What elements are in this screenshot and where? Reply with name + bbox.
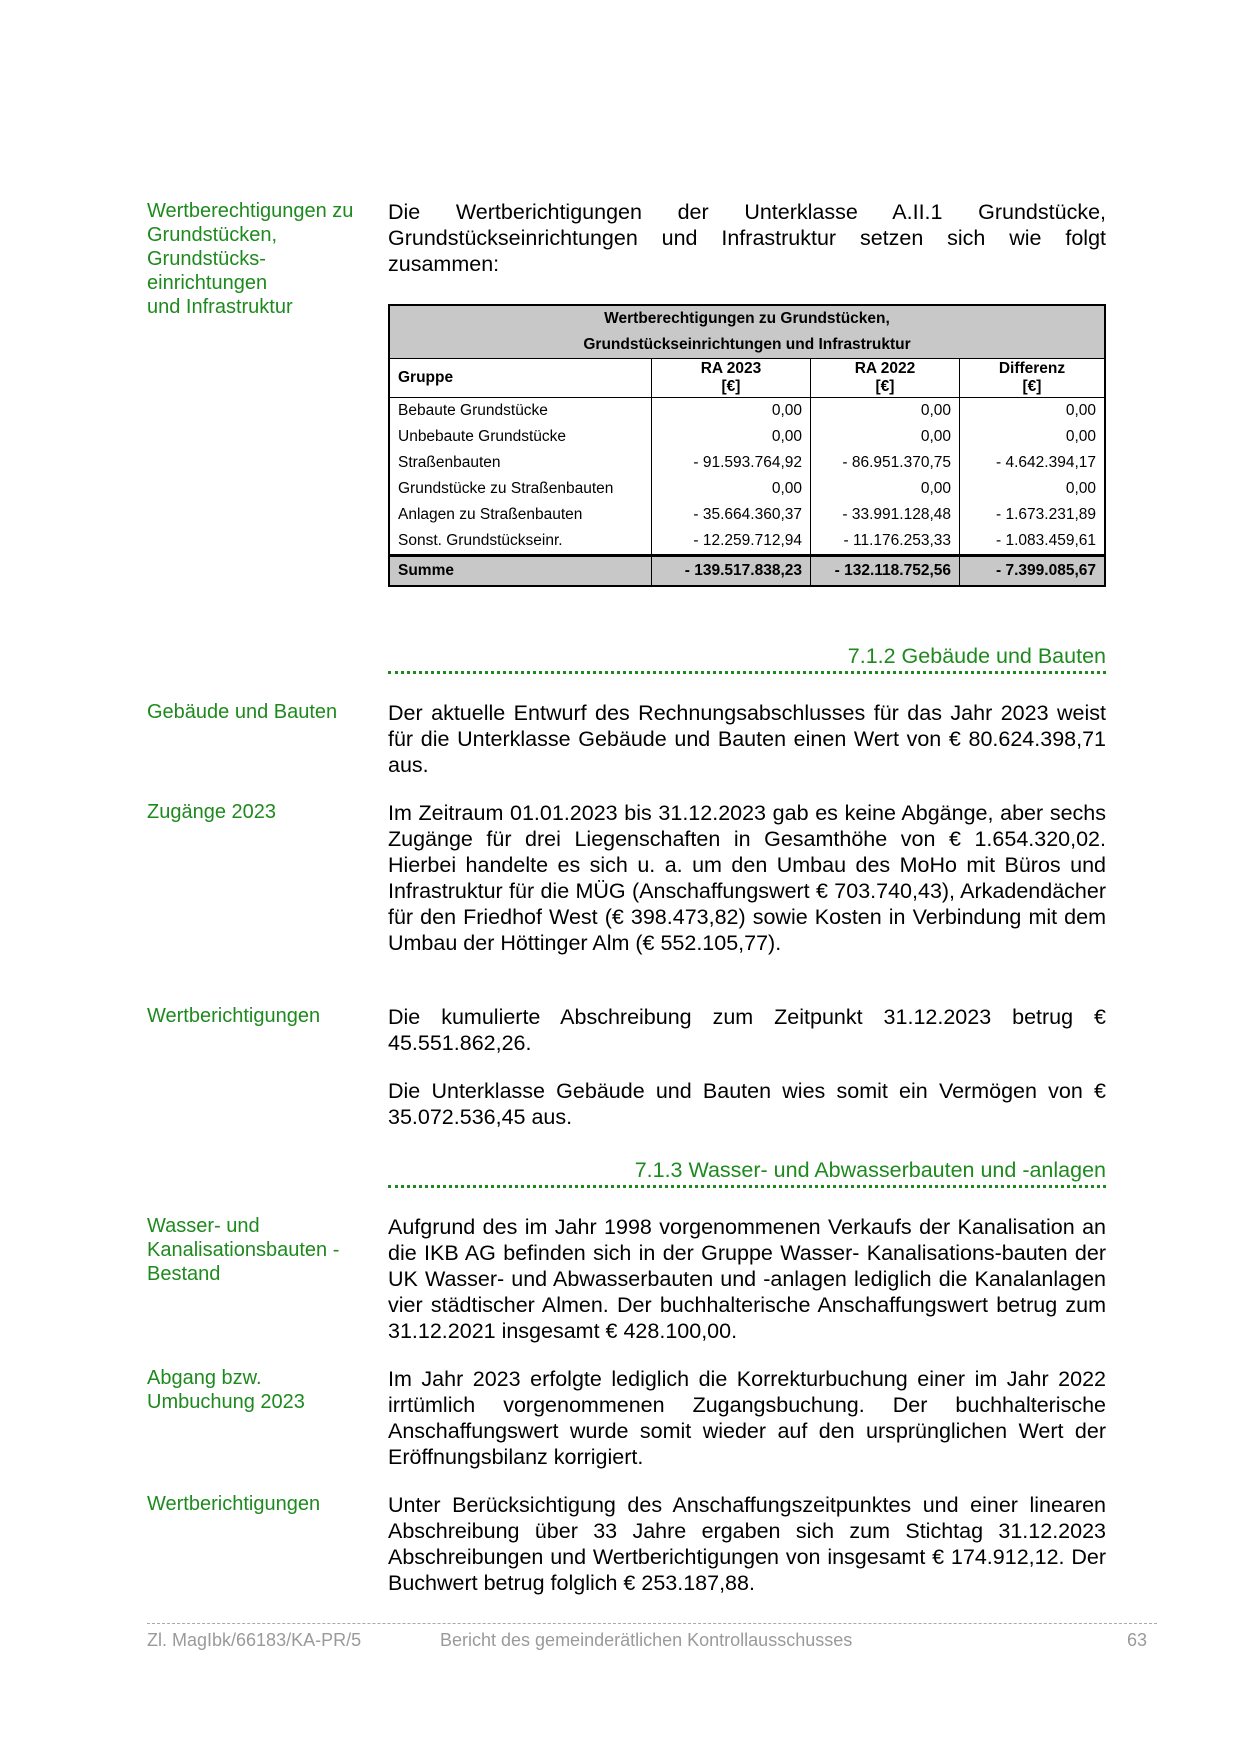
- paragraph-abschreibung: [388, 1004, 1106, 1056]
- side-label-line: Kanalisationsbauten -: [147, 1239, 340, 1261]
- table-header-row: [389, 359, 1105, 398]
- paragraph-text: Aufgrund des im Jahr 1998 vorgenommenen Verkaufs der Kanalisation an die IKB AG befinden sich in der Gruppe Wasser- Kanalisations-bauten der UK Wasser- und Abwasserbauten und -anlagen lediglich die Kanalanlagen vier städtischer Almen. Der buchhalterische Anschaffungswert betrug zum 31.12.2021 insgesamt € 428.100,00.: [388, 1215, 1106, 1343]
- paragraph-gebaeude-wert: [388, 700, 1106, 778]
- paragraph-kanalisation-bestand: [388, 1214, 1106, 1344]
- paragraph-buchwert: [388, 1492, 1106, 1596]
- column-header-unit: [€]: [875, 378, 895, 395]
- cell-ra2022: 0,00: [811, 476, 960, 502]
- cell-gruppe: Unbebaute Grundstücke: [398, 428, 567, 445]
- side-label-line: Bestand: [147, 1263, 221, 1285]
- sum-differenz: - 7.399.085,67: [960, 556, 1106, 587]
- cell-ra2023: 0,00: [652, 476, 811, 502]
- table-title-line: Grundstückseinrichtungen und Infrastruktur: [583, 336, 911, 353]
- page-number: 63: [1127, 1630, 1148, 1650]
- side-label-line: Wertberichtigungen: [147, 1493, 321, 1515]
- column-header-label: RA 2023: [700, 360, 762, 377]
- cell-gruppe: Bebaute Grundstücke: [398, 402, 548, 419]
- side-label: Zugänge 2023: [147, 801, 277, 823]
- table-row: [389, 424, 1105, 450]
- cell-ra2023: - 91.593.764,92: [652, 450, 811, 476]
- side-label: Gebäude und Bauten: [147, 701, 338, 723]
- cell-ra2022: 0,00: [811, 424, 960, 450]
- paragraph-text: Die Unterklasse Gebäude und Bauten wies somit ein Vermögen von € 35.072.536,45 aus.: [388, 1079, 1106, 1129]
- side-label-wertberichtigungen-grundstuecke: [147, 199, 372, 319]
- intro-text: Die Wertberichtigungen der Unterklasse A.II.1 Grundstücke, Grundstückseinrichtungen und Infrastruktur setzen sich wie folgt zusammen:: [388, 200, 1106, 276]
- paragraph-text: Die kumulierte Abschreibung zum Zeitpunkt 31.12.2023 betrug € 45.551.862,26.: [388, 1005, 1106, 1055]
- cell-gruppe: Straßenbauten: [398, 454, 501, 471]
- side-label-wasser-kanalisation: [147, 1214, 372, 1286]
- section-heading-712: 7.1.2 Gebäude und Bauten: [847, 644, 1106, 668]
- column-header-label: Differenz: [998, 360, 1066, 377]
- sum-ra2023: - 139.517.838,23: [652, 556, 811, 587]
- paragraph-vermoegen: [388, 1078, 1106, 1130]
- paragraph-zugaenge: [388, 800, 1106, 956]
- cell-differenz: 0,00: [960, 398, 1106, 425]
- paragraph-text: Im Jahr 2023 erfolgte lediglich die Korrekturbuchung einer im Jahr 2022 irrtümlich vorgenommenen Zugangsbuchung. Der buchhalterische Anschaffungswert wurde somit wieder auf den ursprünglichen Wert der Eröffnungsbilanz korrigiert.: [388, 1367, 1106, 1469]
- cell-differenz: 0,00: [960, 424, 1106, 450]
- table-row: [389, 502, 1105, 528]
- footer-divider: [147, 1623, 1157, 1624]
- side-label-line: Wertberechtigungen zu: [147, 200, 354, 222]
- side-label-abgang-umbuchung: [147, 1366, 372, 1414]
- cell-ra2023: 0,00: [652, 398, 811, 425]
- side-label-line: Umbuchung 2023: [147, 1391, 305, 1413]
- cell-ra2022: 0,00: [811, 398, 960, 425]
- side-label-wertberichtigungen: [147, 1492, 372, 1516]
- cell-differenz: 0,00: [960, 476, 1106, 502]
- sum-ra2022: - 132.118.752,56: [811, 556, 960, 587]
- heading-underline: [388, 671, 1106, 674]
- intro-paragraph: [388, 199, 1106, 277]
- paragraph-text: Im Zeitraum 01.01.2023 bis 31.12.2023 gab es keine Abgänge, aber sechs Zugänge für drei Liegenschaften in Gesamthöhe von € 1.654.320,02. Hierbei handelte es sich u. a. um den Umbau des MoHo mit Büros und Infrastruktur für die MÜG (Anschaffungswert € 703.740,43), Arkadendächer für den Friedhof West (€ 398.473,82) sowie Kosten in Verbindung mit dem Umbau der Höttinger Alm (€ 552.105,77).: [388, 801, 1106, 955]
- cell-ra2022: - 86.951.370,75: [811, 450, 960, 476]
- sum-label: Summe: [389, 556, 652, 587]
- table-row: [389, 476, 1105, 502]
- side-label: Wertberichtigungen: [147, 1005, 321, 1027]
- cell-differenz: - 1.083.459,61: [960, 528, 1106, 556]
- side-label-line: und Infrastruktur: [147, 296, 293, 318]
- cell-gruppe: Anlagen zu Straßenbauten: [398, 506, 583, 523]
- side-label-line: Grundstücken,: [147, 224, 278, 246]
- cell-ra2023: - 35.664.360,37: [652, 502, 811, 528]
- side-label-line: Wasser- und: [147, 1215, 260, 1237]
- footer-title: Bericht des gemeinderätlichen Kontrollausschusses: [440, 1630, 853, 1650]
- table-title: [389, 305, 1105, 359]
- table-row: [389, 398, 1105, 425]
- column-header-differenz: [960, 359, 1106, 398]
- cell-differenz: - 1.673.231,89: [960, 502, 1106, 528]
- side-label-line: einrichtungen: [147, 272, 268, 294]
- heading-underline: [388, 1185, 1106, 1188]
- footer-reference: Zl. MagIbk/66183/KA-PR/5: [147, 1630, 362, 1650]
- paragraph-text: Der aktuelle Entwurf des Rechnungsabschlusses für das Jahr 2023 weist für die Unterklasse Gebäude und Bauten einen Wert von € 80.624.398,71 aus.: [388, 701, 1106, 777]
- table-title-row: [389, 305, 1105, 359]
- cell-ra2022: - 33.991.128,48: [811, 502, 960, 528]
- wertberichtigungen-table: [388, 304, 1106, 587]
- cell-differenz: - 4.642.394,17: [960, 450, 1106, 476]
- section-heading-713: 7.1.3 Wasser- und Abwasserbauten und -anlagen: [634, 1158, 1106, 1182]
- column-header-unit: [€]: [721, 378, 741, 395]
- table-row: [389, 450, 1105, 476]
- table-title-line: Wertberechtigungen zu Grundstücken,: [604, 310, 890, 327]
- cell-ra2023: - 12.259.712,94: [652, 528, 811, 556]
- column-header-ra2022: [811, 359, 960, 398]
- cell-gruppe: Sonst. Grundstückseinr.: [398, 532, 563, 549]
- cell-ra2023: 0,00: [652, 424, 811, 450]
- side-label-line: Grundstücks-: [147, 248, 266, 270]
- side-label-line: Abgang bzw.: [147, 1367, 262, 1389]
- column-header-ra2023: [652, 359, 811, 398]
- paragraph-text: Unter Berücksichtigung des Anschaffungszeitpunktes und einer linearen Abschreibung über 33 Jahre ergaben sich zum Stichtag 31.12.2023 Abschreibungen und Wertberichtigungen von insgesamt € 174.912,12. Der Buchwert betrug folglich € 253.187,88.: [388, 1493, 1106, 1595]
- column-header-gruppe: Gruppe: [389, 359, 652, 398]
- table-row: [389, 528, 1105, 556]
- paragraph-korrekturbuchung: [388, 1366, 1106, 1470]
- cell-ra2022: - 11.176.253,33: [811, 528, 960, 556]
- column-header-label: RA 2022: [854, 360, 916, 377]
- cell-gruppe: Grundstücke zu Straßenbauten: [398, 480, 614, 497]
- table-sum-row: [389, 556, 1105, 587]
- column-header-unit: [€]: [1022, 378, 1042, 395]
